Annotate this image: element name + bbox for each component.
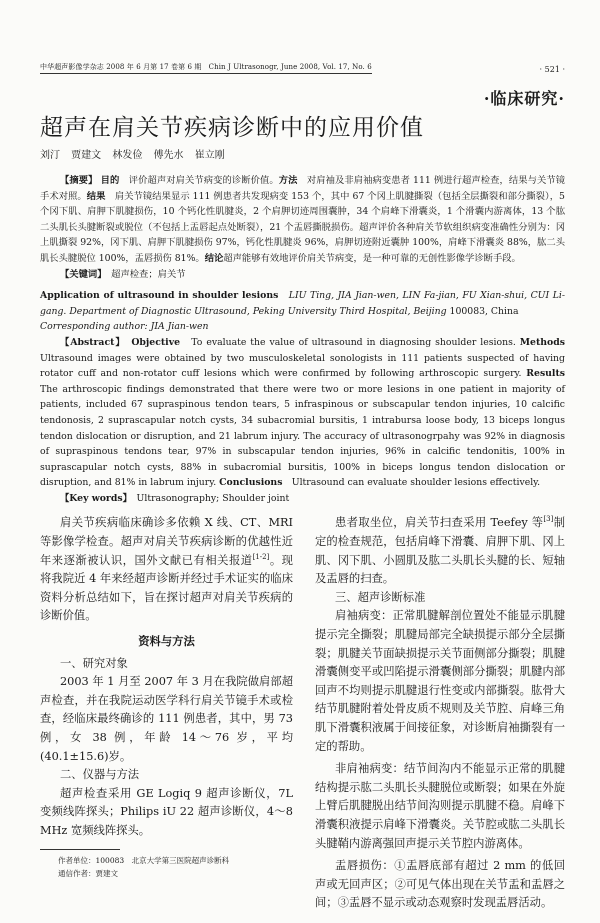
en-conclusions-label: Conclusions <box>219 477 283 489</box>
authors: 刘汀 贾建文 林发俭 傅先水 崔立刚 <box>40 150 225 161</box>
english-abstract <box>40 288 565 506</box>
subheading: 二、仪器与方法 <box>60 768 140 782</box>
en-keywords: Ultrasonography; Shoulder joint <box>136 492 290 504</box>
left-column <box>40 514 293 912</box>
paragraph: 非肩袖病变：结节间沟内不能显示正常的肌腱结构提示肱二头肌长头腱脱位或断裂；如果在外旋上臂后肌腱脱出结节间沟则提示肌腱不稳。肩峰下滑囊积液提示肩峰下滑囊炎。关节腔或肱二头肌长头腱鞘内游离强回声提示关节腔内游离体。 <box>315 762 565 850</box>
text: 患者取坐位，肩关节扫查采用 Teefey 等 <box>335 516 544 530</box>
corresponding-author: Corresponding author: JIA Jian-wen <box>40 321 209 333</box>
keywords-text: 超声检查；肩关节 <box>111 268 186 280</box>
conclusion-label: 结论 <box>204 252 224 264</box>
paragraph: 超声检查采用 GE Logiq 9 超声诊断仪，7L 变频线阵探头；Philips iU 22 超声诊断仪，4～8 MHz 宽频线阵探头。 <box>40 786 293 837</box>
right-column <box>315 514 565 912</box>
running-header: 中华超声影像学杂志 2008 年 6 月第 17 卷第 6 期 Chin J Ultrasonogr, June 2008, Vol. 17, No. 6 <box>40 62 372 74</box>
footnote <box>40 854 293 880</box>
abstract-label: 【摘要】 <box>60 175 98 186</box>
paragraph: 2003 年 1 月至 2007 年 3 月在我院做肩部超声检查，并在我院运动医学科行肩关节镜手术或检查，经临床最终确诊的 111 例患者，其中，男 73 例，女 38 例，年龄 14～76 岁，平均(40.1±15.6)岁。 <box>40 675 293 763</box>
intro-text: 肩关节疾病临床确诊多依赖 X 线、CT、MRI 等影像学检查。超声对肩关节疾病诊断的优越性近年来逐渐被认识，国外文献已有相关报道 <box>40 516 293 567</box>
citation: [3] <box>543 515 554 524</box>
en-methods-label: Methods <box>519 336 565 348</box>
paragraph: 肩袖病变：正常肌腱解剖位置处不能显示肌腱提示完全撕裂；肌腱局部完全缺损提示部分全层撕裂；肌腱关节面缺损提示关节面侧部分撕裂；肌腱滑囊侧变平或凹陷提示滑囊侧部分撕裂；肌腱内部回声不均则提示肌腱退行性变或内部撕裂。肱骨大结节肌腱附着处骨皮质不规则及关节腔、肩峰三角肌下滑囊积液属于间接征象，对诊断肩袖撕裂有一定的帮助。 <box>315 609 565 753</box>
en-keywords-label: 【Key words】 <box>60 492 128 504</box>
corresponding-author-cn: 通信作者：贾建文 <box>58 868 118 878</box>
en-abstract-label: 【Abstract】 <box>60 336 122 348</box>
citation: [1-2] <box>252 552 270 561</box>
chinese-abstract <box>40 173 565 282</box>
en-objective: To evaluate the value of ultrasound in diagnosing shoulder lesions. <box>191 336 516 348</box>
results-text: 肩关节镜结果显示 111 例患者共发现病变 153 个，其中 67 个冈上肌腱撕裂（包括全层撕裂和部分撕裂），5 个冈下肌、肩胛下肌腱损伤，10 个钙化性肌腱炎，2 个肩胛切迹周围囊肿，34 个肩峰下滑囊炎，1 个滑囊内游离体，13 个肱二头肌长头腱断裂或脱位（不包括上盂唇起点处断裂），21 个盂唇撕脱损伤。超声评价各种肩关节软组织病变准确性分别为：冈上肌撕裂 92%，冈下肌、肩胛下肌腱损伤 97%，钙化性肌腱炎 96%，肩胛切迹附近囊肿 100%，肩峰下滑囊炎 88%，肱二头肌长头腱脱位 100%，盂唇损伤 81%。 <box>40 190 565 264</box>
intro-paragraph <box>40 514 293 626</box>
header-row <box>40 62 565 74</box>
author-affiliation: 作者单位：100083 北京大学第三医院超声诊断科 <box>58 855 230 865</box>
objective-label: 目的 <box>100 175 120 186</box>
keywords-label: 【关键词】 <box>60 268 102 280</box>
page-number: · 521 · <box>539 65 565 74</box>
objective-text: 评价超声对肩关节病变的诊断价值。 <box>128 175 279 186</box>
en-results: The arthroscopic findings demonstrated that there were two or more lesions in one patient in majority of patients, included 67 supraspinous tendon tears, 5 infraspinous or subscapular tendon injuries, 10 calcific tendonosis, 2 suprascapular notch cysts, 34 subacromial bursitis, 1 intrabursa loose body, 13 biceps longus tendon dislocation or disruption, and 21 labrum injury. The accuracy of ultrasonogrpahy was 92% in diagnosis of supraspinous tendons tear, 97% in subscapular tendon injuries, 96% in calcific tendonitis, 100% in suprascapular notch cysts, 88% in subacromial bursitis, 100% in biceps longus tendon dislocation or disruption, and 81% in labrum injury. <box>40 383 565 489</box>
paragraph <box>315 514 565 588</box>
en-results-label: Results <box>526 368 565 380</box>
text: 制定的检查规范，包括肩峰下滑囊、肩胛下肌、冈上肌、冈下肌、小圆肌及肱二头肌长头腱的长、短轴及盂唇的扫查。 <box>315 516 565 586</box>
article-title: 超声在肩关节疾病诊断中的应用价值 <box>40 115 424 141</box>
methods-text: 对肩袖及非肩袖病变患者 111 例进行超声检查，结果与关节镜手术对照。 <box>40 175 565 202</box>
subheading: 三、超声诊断标准 <box>335 590 426 604</box>
subheading: 一、研究对象 <box>60 656 128 670</box>
en-objective-label: Objective <box>131 336 181 348</box>
section-label: ·临床研究· <box>483 89 565 108</box>
en-methods: Ultrasound images were obtained by two musculoskeletal sonologists in 111 patients suspected of having rotator cuff and non-rotator cuff lesions which were confirmed by following arthroscopic surgery. <box>40 352 565 380</box>
section-heading: 资料与方法 <box>138 634 195 649</box>
postcode: 100083, China <box>449 305 519 317</box>
english-authors: LIU Ting, JIA Jian-wen, LIN Fa-jian, FU Xian-shui, CUI Li-gang. Department of Diagnostic Ultrasound, Peking University Third Hospital, Beijing <box>40 290 565 317</box>
results-label: 结果 <box>86 190 106 202</box>
conclusion-text: 超声能够有效地评价肩关节病变，是一种可靠的无创性影像学诊断手段。 <box>223 252 521 264</box>
body-columns <box>40 514 565 912</box>
english-title: Application of ultrasound in shoulder lesions <box>40 290 279 302</box>
methods-label: 方法 <box>278 175 298 186</box>
en-conclusions: Ultrasound can evaluate shoulder lesions effectively. <box>291 477 541 489</box>
paragraph: 盂唇损伤：①盂唇底部有超过 2 mm 的低回声或无回声区；②可见气体出现在关节盂和盂唇之间；③盂唇不显示或动态观察时发现盂唇活动。 <box>315 859 565 910</box>
footnote-divider <box>40 849 120 850</box>
intro-text-2: 。现将我院近 4 年来经超声诊断并经过手术证实的临床资料分析总结如下，旨在探讨超声对肩关节疾病的诊断价值。 <box>40 553 293 623</box>
